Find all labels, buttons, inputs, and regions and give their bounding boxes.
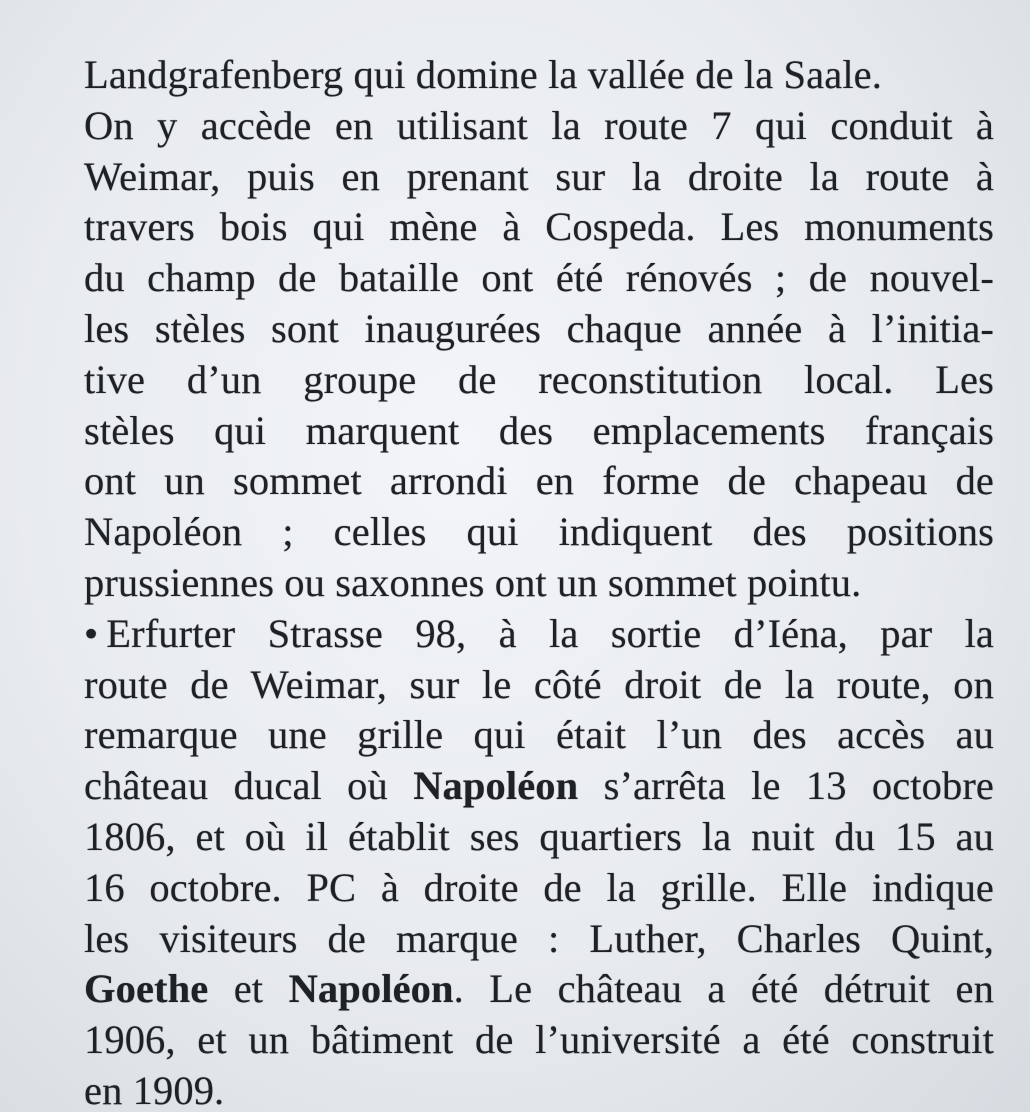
text-line: On y accède en utilisant la route 7 qui conduit à <box>84 102 994 148</box>
bold-name: Napoléon <box>413 763 579 809</box>
body-text <box>84 50 994 1112</box>
text-line: tive d’un groupe de reconstitution local. Les <box>84 356 994 402</box>
text-line: Napoléon ; celles qui indiquent des positions <box>84 509 994 555</box>
text-segment: et <box>208 966 289 1012</box>
text-segment: château ducal où <box>84 763 414 809</box>
text-segment: remarque une grille qui était l’un des accès au <box>84 712 994 758</box>
text-segment: route de Weimar, sur le côté droit de la route, on <box>84 661 994 707</box>
text-line <box>84 964 994 1015</box>
text-line: Weimar, puis en prenant sur la droite la route à <box>84 153 994 199</box>
text-line <box>84 812 994 863</box>
bold-name: Goethe <box>84 966 209 1012</box>
text-line <box>84 1015 994 1066</box>
text-line <box>84 863 994 914</box>
bullet-icon: • <box>84 610 99 656</box>
text-line: travers bois qui mène à Cospeda. Les monuments <box>84 204 994 250</box>
text-line <box>84 1066 994 1112</box>
text-segment: Erfurter Strasse 98, à la sortie d’Iéna, par la <box>106 610 994 656</box>
text-segment: 1806, et où il établit ses quartiers la nuit du 15 au <box>84 813 994 859</box>
text-segment: les visiteurs de marque : Luther, Charles Quint, <box>84 915 994 961</box>
text-segment: . Le château a été détruit en <box>453 966 994 1012</box>
bullet-item-first-line <box>84 609 994 660</box>
text-line: ont un sommet arrondi en forme de chapeau de <box>84 458 994 504</box>
text-line <box>84 914 994 965</box>
text-segment: 16 octobre. PC à droite de la grille. Elle indique <box>84 864 994 910</box>
text-line: les stèles sont inaugurées chaque année à l’initia- <box>84 305 994 351</box>
bold-name: Napoléon <box>288 966 454 1012</box>
text-line: stèles qui marquent des emplacements français <box>84 407 994 453</box>
text-line: Landgrafenberg qui domine la vallée de la Saale. <box>84 52 882 97</box>
text-line <box>84 660 994 711</box>
text-segment: s’arrêta le 13 octobre <box>578 763 994 809</box>
text-line: prussiennes ou saxonnes ont un sommet pointu. <box>84 559 862 605</box>
text-segment: en 1909. <box>84 1067 225 1112</box>
text-line <box>84 710 994 761</box>
text-line <box>84 761 994 812</box>
text-line: du champ de bataille ont été rénovés ; de nouvel- <box>84 255 994 301</box>
text-segment: 1906, et un bâtiment de l’université a été construit <box>84 1017 994 1063</box>
